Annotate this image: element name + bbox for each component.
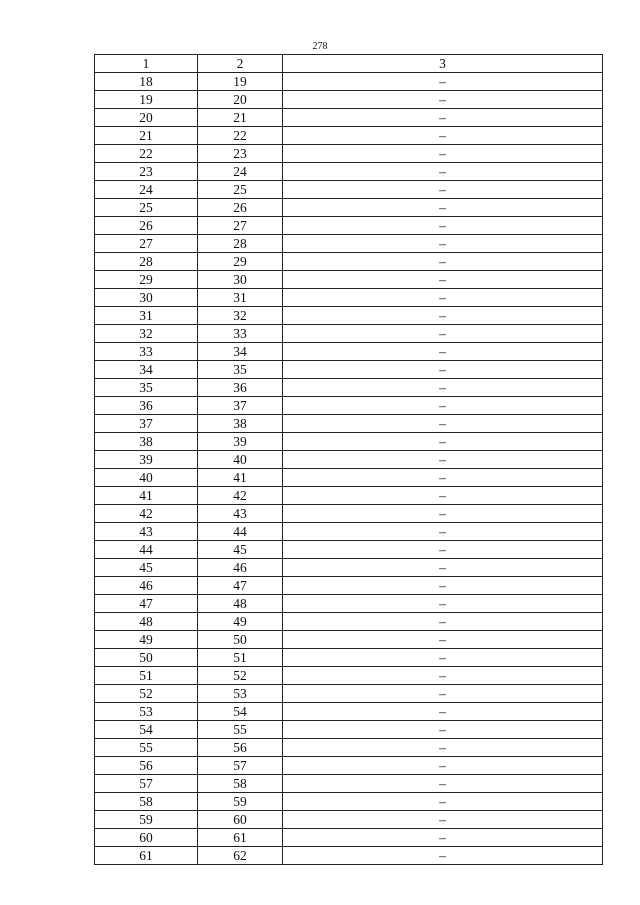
table-row	[95, 811, 603, 829]
table-cell-col-3: –	[283, 559, 603, 577]
table-row	[95, 415, 603, 433]
table-cell-col-1: 41	[95, 487, 198, 505]
table-cell-col-2: 24	[198, 163, 283, 181]
table-cell-col-1: 27	[95, 235, 198, 253]
table-cell-col-3: –	[283, 775, 603, 793]
table-cell-col-1: 52	[95, 685, 198, 703]
table-cell-col-2: 55	[198, 721, 283, 739]
table-row	[95, 235, 603, 253]
table-cell-col-1: 61	[95, 847, 198, 865]
table-cell-col-1: 24	[95, 181, 198, 199]
table-row	[95, 487, 603, 505]
table-cell-col-2: 32	[198, 307, 283, 325]
table-cell-col-1: 46	[95, 577, 198, 595]
table-cell-col-1: 60	[95, 829, 198, 847]
table-cell-col-3: –	[283, 739, 603, 757]
table-row	[95, 649, 603, 667]
table-cell-col-1: 19	[95, 91, 198, 109]
table-cell-col-2: 48	[198, 595, 283, 613]
table-cell-col-3: –	[283, 685, 603, 703]
table-cell-col-2: 50	[198, 631, 283, 649]
table-row	[95, 757, 603, 775]
table-cell-col-1: 43	[95, 523, 198, 541]
table-row	[95, 631, 603, 649]
table-cell-col-1: 50	[95, 649, 198, 667]
table-cell-col-3: –	[283, 307, 603, 325]
table-cell-col-2: 33	[198, 325, 283, 343]
table-cell-col-2: 57	[198, 757, 283, 775]
table-cell-col-3: –	[283, 127, 603, 145]
table-cell-col-1: 38	[95, 433, 198, 451]
table-cell-col-1: 26	[95, 217, 198, 235]
table-cell-col-2: 49	[198, 613, 283, 631]
table-cell-col-3: –	[283, 829, 603, 847]
table-cell-col-1: 28	[95, 253, 198, 271]
table-cell-col-2: 52	[198, 667, 283, 685]
column-header-2: 2	[198, 55, 283, 73]
table-cell-col-1: 34	[95, 361, 198, 379]
table-cell-col-1: 25	[95, 199, 198, 217]
table-cell-col-1: 48	[95, 613, 198, 631]
table-row	[95, 109, 603, 127]
table-cell-col-2: 25	[198, 181, 283, 199]
column-header-3: 3	[283, 55, 603, 73]
table-cell-col-1: 37	[95, 415, 198, 433]
table-cell-col-3: –	[283, 451, 603, 469]
table-cell-col-1: 18	[95, 73, 198, 91]
table-cell-col-3: –	[283, 523, 603, 541]
table-cell-col-2: 23	[198, 145, 283, 163]
table-cell-col-1: 22	[95, 145, 198, 163]
table-cell-col-1: 44	[95, 541, 198, 559]
table-row	[95, 289, 603, 307]
table-body	[95, 73, 603, 865]
table-cell-col-3: –	[283, 613, 603, 631]
table-row	[95, 541, 603, 559]
table-cell-col-2: 54	[198, 703, 283, 721]
table-row	[95, 271, 603, 289]
table-cell-col-3: –	[283, 847, 603, 865]
table-cell-col-1: 56	[95, 757, 198, 775]
table-cell-col-2: 36	[198, 379, 283, 397]
table-cell-col-2: 29	[198, 253, 283, 271]
table-cell-col-1: 21	[95, 127, 198, 145]
table-row	[95, 685, 603, 703]
table-cell-col-2: 34	[198, 343, 283, 361]
table-row	[95, 775, 603, 793]
table-cell-col-1: 30	[95, 289, 198, 307]
table-cell-col-2: 19	[198, 73, 283, 91]
table-cell-col-3: –	[283, 487, 603, 505]
table-row	[95, 559, 603, 577]
table-row	[95, 721, 603, 739]
table-cell-col-1: 42	[95, 505, 198, 523]
table-cell-col-3: –	[283, 361, 603, 379]
table-cell-col-3: –	[283, 433, 603, 451]
table-row	[95, 181, 603, 199]
table-cell-col-3: –	[283, 631, 603, 649]
table-cell-col-3: –	[283, 649, 603, 667]
table-row	[95, 343, 603, 361]
table-row	[95, 739, 603, 757]
table-cell-col-1: 54	[95, 721, 198, 739]
table-row	[95, 577, 603, 595]
table-cell-col-2: 60	[198, 811, 283, 829]
table-cell-col-3: –	[283, 811, 603, 829]
table-cell-col-3: –	[283, 595, 603, 613]
table-cell-col-3: –	[283, 757, 603, 775]
table-cell-col-3: –	[283, 667, 603, 685]
table-cell-col-2: 26	[198, 199, 283, 217]
table-cell-col-3: –	[283, 721, 603, 739]
table-cell-col-2: 30	[198, 271, 283, 289]
table-cell-col-1: 29	[95, 271, 198, 289]
table-cell-col-2: 41	[198, 469, 283, 487]
table-row	[95, 469, 603, 487]
table-cell-col-2: 43	[198, 505, 283, 523]
table-cell-col-1: 57	[95, 775, 198, 793]
table-cell-col-3: –	[283, 217, 603, 235]
table-cell-col-2: 62	[198, 847, 283, 865]
table-cell-col-2: 51	[198, 649, 283, 667]
table-cell-col-3: –	[283, 343, 603, 361]
table-cell-col-3: –	[283, 109, 603, 127]
table-row	[95, 505, 603, 523]
table-cell-col-2: 47	[198, 577, 283, 595]
table-row	[95, 523, 603, 541]
table-cell-col-2: 27	[198, 217, 283, 235]
table-row	[95, 595, 603, 613]
table-cell-col-1: 40	[95, 469, 198, 487]
table-cell-col-2: 45	[198, 541, 283, 559]
table-cell-col-2: 31	[198, 289, 283, 307]
table-cell-col-1: 32	[95, 325, 198, 343]
table-cell-col-1: 36	[95, 397, 198, 415]
table-cell-col-3: –	[283, 145, 603, 163]
table-row	[95, 253, 603, 271]
table-cell-col-1: 33	[95, 343, 198, 361]
table-cell-col-3: –	[283, 325, 603, 343]
table-cell-col-3: –	[283, 181, 603, 199]
table-cell-col-1: 58	[95, 793, 198, 811]
table-cell-col-2: 35	[198, 361, 283, 379]
table-cell-col-1: 39	[95, 451, 198, 469]
table-cell-col-3: –	[283, 505, 603, 523]
table-cell-col-3: –	[283, 235, 603, 253]
table-cell-col-3: –	[283, 541, 603, 559]
table-cell-col-2: 40	[198, 451, 283, 469]
table-cell-col-3: –	[283, 469, 603, 487]
table-cell-col-2: 56	[198, 739, 283, 757]
table-cell-col-3: –	[283, 415, 603, 433]
table-cell-col-2: 21	[198, 109, 283, 127]
data-table	[94, 54, 603, 865]
table-cell-col-3: –	[283, 163, 603, 181]
table-row	[95, 829, 603, 847]
table-row	[95, 703, 603, 721]
table-row	[95, 667, 603, 685]
table-cell-col-3: –	[283, 379, 603, 397]
table-row	[95, 793, 603, 811]
table-row	[95, 397, 603, 415]
table-row	[95, 127, 603, 145]
table-row	[95, 91, 603, 109]
table-cell-col-1: 20	[95, 109, 198, 127]
table-row	[95, 847, 603, 865]
table-cell-col-3: –	[283, 271, 603, 289]
table-row	[95, 433, 603, 451]
table-row	[95, 379, 603, 397]
table-row	[95, 217, 603, 235]
table-row	[95, 325, 603, 343]
table-cell-col-2: 61	[198, 829, 283, 847]
table-cell-col-1: 45	[95, 559, 198, 577]
table-cell-col-3: –	[283, 253, 603, 271]
table-cell-col-3: –	[283, 73, 603, 91]
table-cell-col-2: 38	[198, 415, 283, 433]
table-cell-col-2: 58	[198, 775, 283, 793]
table-cell-col-2: 37	[198, 397, 283, 415]
table-cell-col-2: 39	[198, 433, 283, 451]
table-cell-col-3: –	[283, 91, 603, 109]
table-cell-col-1: 53	[95, 703, 198, 721]
table-cell-col-3: –	[283, 199, 603, 217]
table-row	[95, 361, 603, 379]
table-row	[95, 145, 603, 163]
table-cell-col-2: 46	[198, 559, 283, 577]
table-cell-col-3: –	[283, 703, 603, 721]
table-row	[95, 73, 603, 91]
table-row	[95, 613, 603, 631]
table-cell-col-2: 42	[198, 487, 283, 505]
table-cell-col-2: 20	[198, 91, 283, 109]
table-row	[95, 199, 603, 217]
table-row	[95, 451, 603, 469]
table-cell-col-2: 22	[198, 127, 283, 145]
table-cell-col-1: 47	[95, 595, 198, 613]
table-cell-col-3: –	[283, 397, 603, 415]
table-cell-col-1: 51	[95, 667, 198, 685]
table-cell-col-1: 55	[95, 739, 198, 757]
table-cell-col-1: 31	[95, 307, 198, 325]
table-cell-col-2: 59	[198, 793, 283, 811]
table-cell-col-2: 44	[198, 523, 283, 541]
table-cell-col-1: 23	[95, 163, 198, 181]
table-cell-col-3: –	[283, 289, 603, 307]
table-row	[95, 163, 603, 181]
table-cell-col-3: –	[283, 577, 603, 595]
table-row	[95, 307, 603, 325]
table-cell-col-3: –	[283, 793, 603, 811]
table-header-row	[95, 55, 603, 73]
table-cell-col-2: 53	[198, 685, 283, 703]
table-cell-col-1: 35	[95, 379, 198, 397]
table-cell-col-1: 49	[95, 631, 198, 649]
table-cell-col-1: 59	[95, 811, 198, 829]
page-number: 278	[312, 41, 328, 52]
table-cell-col-2: 28	[198, 235, 283, 253]
column-header-1: 1	[95, 55, 198, 73]
